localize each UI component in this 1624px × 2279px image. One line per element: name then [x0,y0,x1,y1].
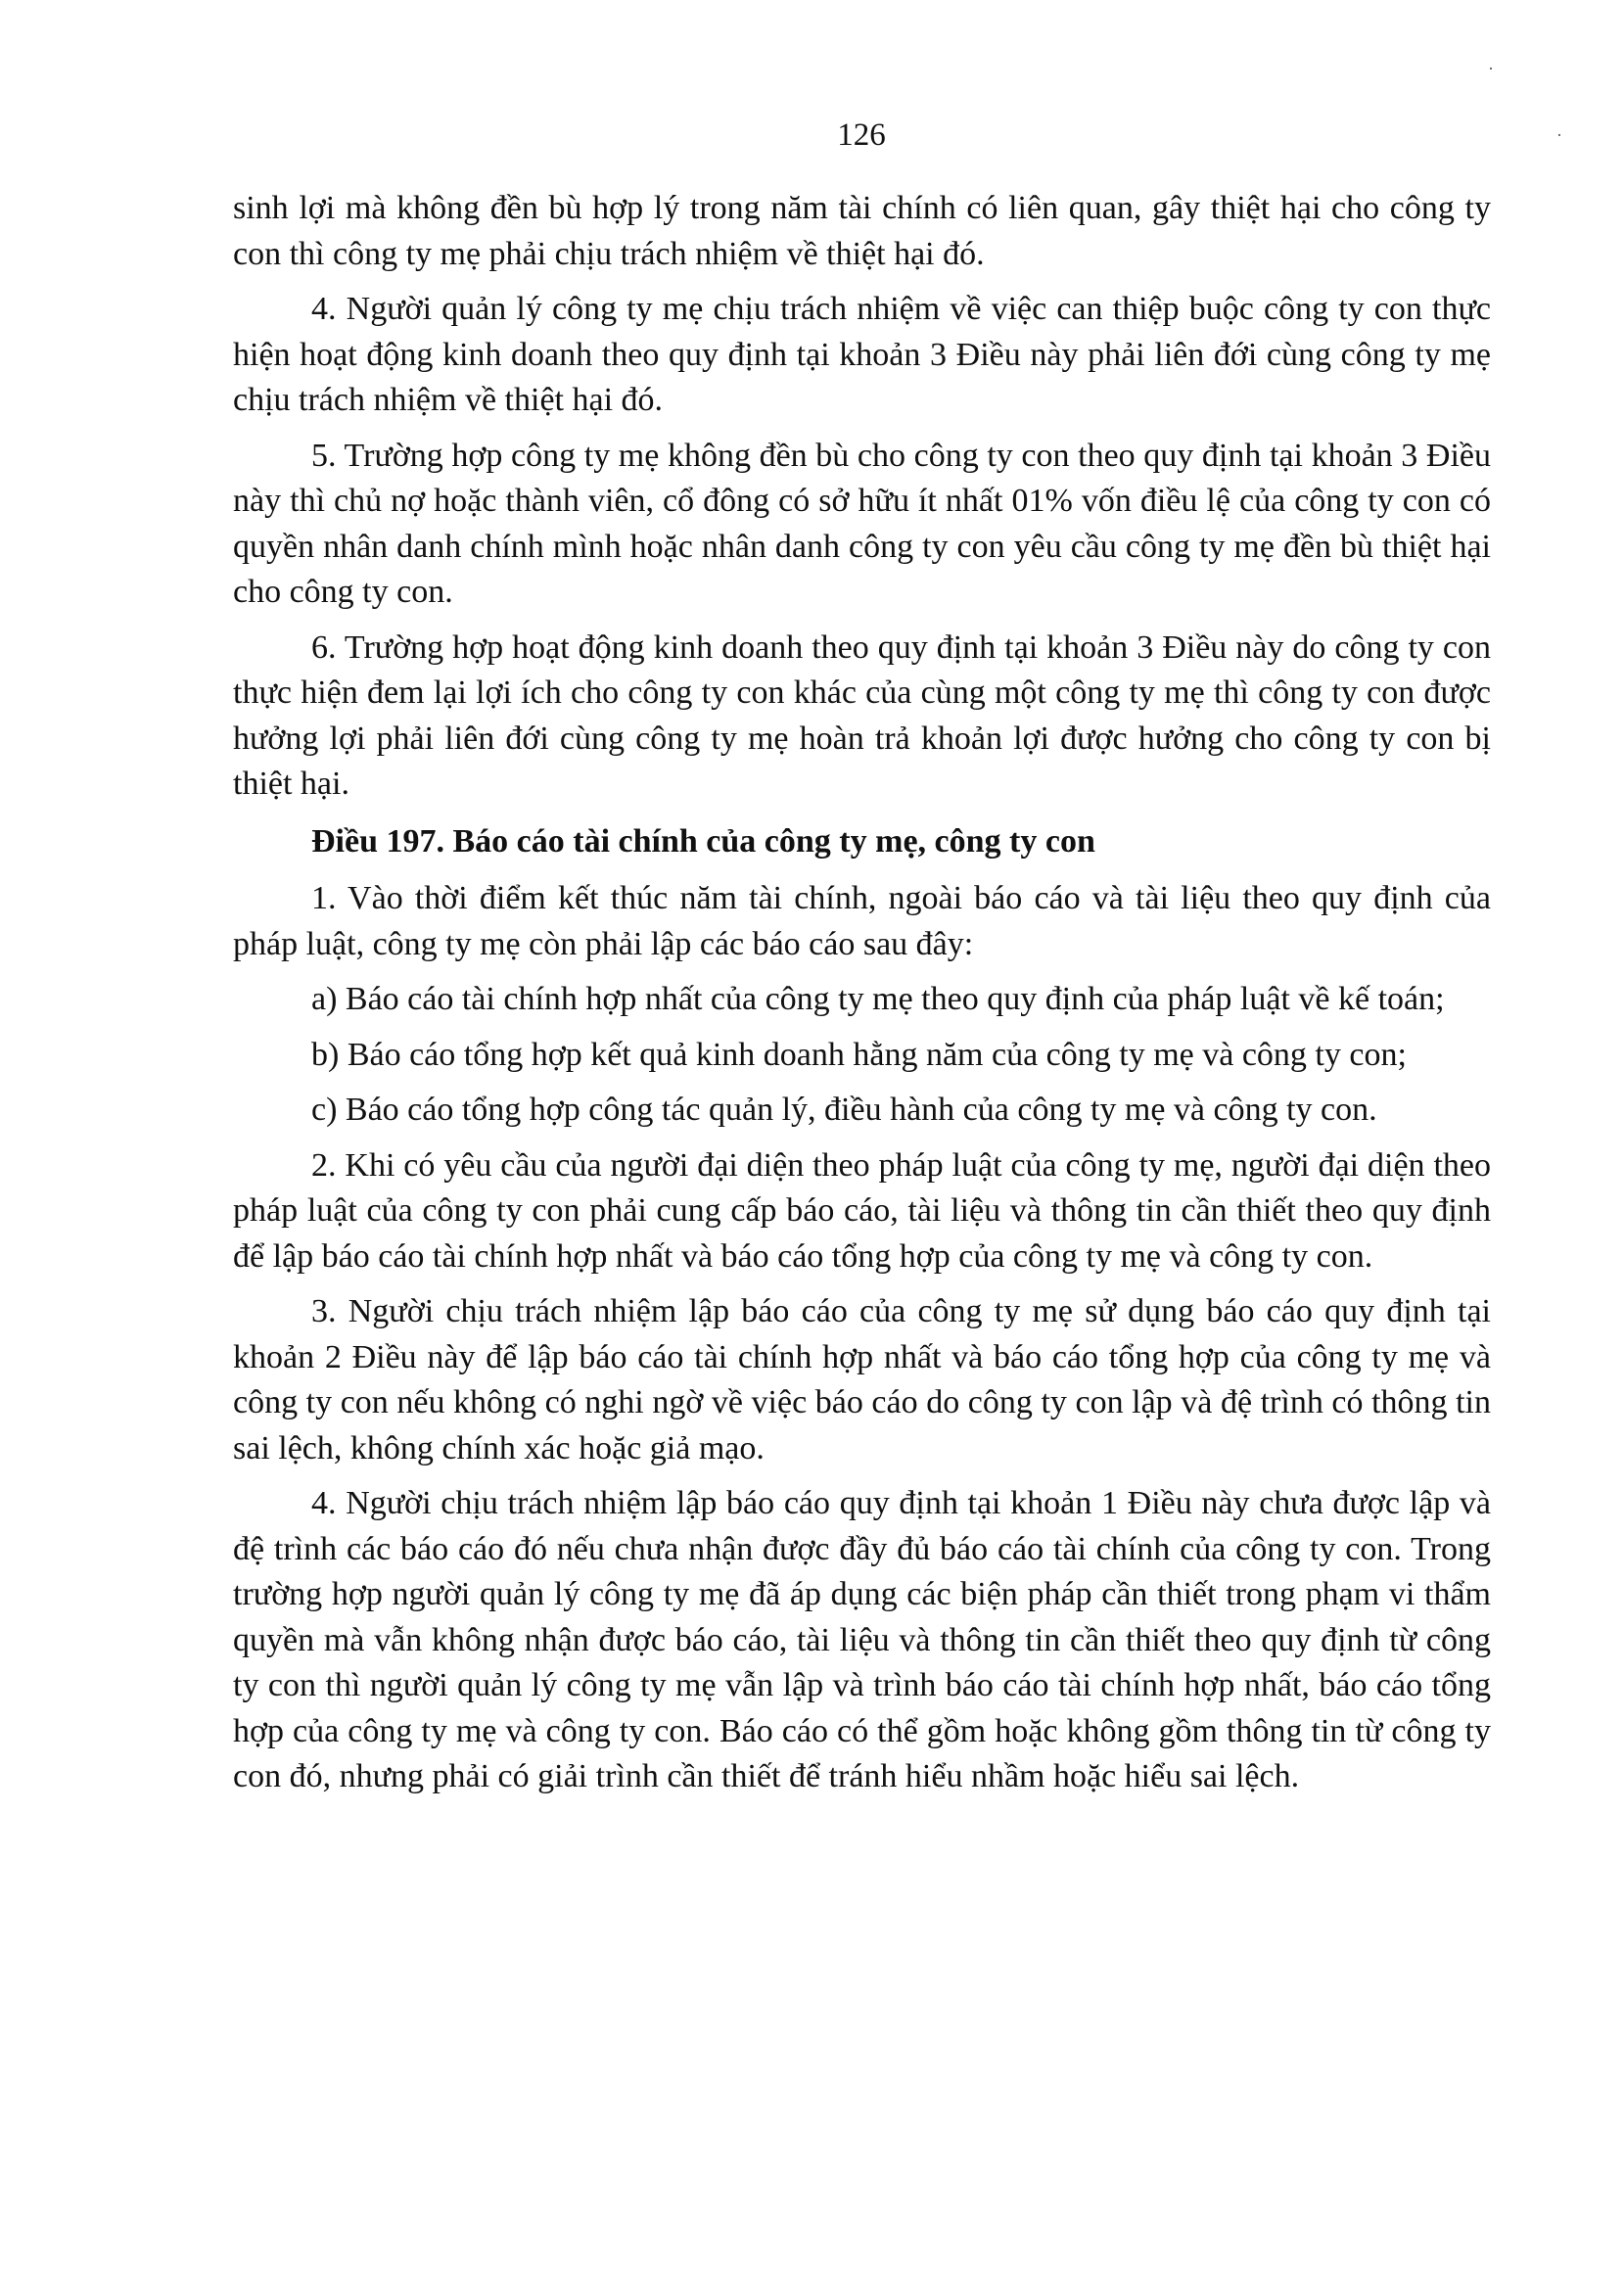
paragraph-article-197-clause-3: 3. Người chịu trách nhiệm lập báo cáo của công ty mẹ sử dụng báo cáo quy định tại khoản 2 Điều này để lập báo cáo tài chính hợp nhất và báo cáo tổng hợp của công ty mẹ và công ty con nếu không có nghi ngờ về việc báo cáo do công ty con lập và đệ trình có thông tin sai lệch, không chính xác hoặc giả mạo. [233,1293,1491,1466]
paragraph-clause-6: 6. Trường hợp hoạt động kinh doanh theo quy định tại khoản 3 Điều này do công ty con thực hiện đem lại lợi ích cho công ty con khác của cùng một công ty mẹ thì công ty con được hưởng lợi phải liên đới cùng công ty mẹ hoàn trả khoản lợi được hưởng cho công ty con bị thiệt hại. [233,628,1491,802]
paragraph-clause-5: 5. Trường hợp công ty mẹ không đền bù cho công ty con theo quy định tại khoản 3 Điều này thì chủ nợ hoặc thành viên, cổ đông có sở hữu ít nhất 01% vốn điều lệ của công ty con có quyền nhân danh chính mình hoặc nhân danh công ty con yêu cầu công ty mẹ đền bù thiệt hại cho công ty con. [233,437,1491,610]
paragraph-article-197-clause-4: 4. Người chịu trách nhiệm lập báo cáo quy định tại khoản 1 Điều này chưa được lập và đệ trình các báo cáo đó nếu chưa nhận được đầy đủ báo cáo tài chính của công ty con. Trong trường hợp người quản lý công ty mẹ đã áp dụng các biện pháp cần thiết trong phạm vi thẩm quyền mà vẫn không nhận được báo cáo, tài liệu và thông tin cần thiết theo quy định từ công ty con thì người quản lý công ty mẹ vẫn lập và trình báo cáo tài chính hợp nhất, báo cáo tổng hợp của công ty mẹ và công ty con. Báo cáo có thể gồm hoặc không gồm thông tin từ công ty con đó, nhưng phải có giải trình cần thiết để tránh hiểu nhầm hoặc hiểu sai lệch. [233,1485,1491,1794]
scan-speck: · [1556,125,1562,145]
paragraph-continuation: sinh lợi mà không đền bù hợp lý trong năm tài chính có liên quan, gây thiệt hại cho công ty con thì công ty mẹ phải chịu trách nhiệm về thiệt hại đó. [233,190,1491,272]
paragraph-clause-4: 4. Người quản lý công ty mẹ chịu trách nhiệm về việc can thiệp buộc công ty con thực hiện hoạt động kinh doanh theo quy định tại khoản 3 Điều này phải liên đới cùng công ty mẹ chịu trách nhiệm về thiệt hại đó. [233,291,1491,418]
paragraph-point-c: c) Báo cáo tổng hợp công tác quản lý, điều hành của công ty mẹ và công ty con. [311,1092,1377,1128]
page-number: 126 [837,117,886,153]
document-body [233,186,1491,1810]
article-heading: Điều 197. Báo cáo tài chính của công ty mẹ, công ty con [311,822,1095,860]
scan-speck: · [1488,59,1494,78]
paragraph-point-a: a) Báo cáo tài chính hợp nhất của công ty mẹ theo quy định của pháp luật về kế toán; [311,981,1445,1017]
paragraph-article-197-clause-1: 1. Vào thời điểm kết thúc năm tài chính, ngoài báo cáo và tài liệu theo quy định của pháp luật, công ty mẹ còn phải lập các báo cáo sau đây: [233,880,1491,962]
paragraph-point-b: b) Báo cáo tổng hợp kết quả kinh doanh hằng năm của công ty mẹ và công ty con; [311,1036,1407,1073]
paragraph-article-197-clause-2: 2. Khi có yêu cầu của người đại diện theo pháp luật của công ty mẹ, người đại diện theo pháp luật của công ty con phải cung cấp báo cáo, tài liệu và thông tin cần thiết theo quy định để lập báo cáo tài chính hợp nhất và báo cáo tổng hợp của công ty mẹ và công ty con. [233,1146,1491,1275]
